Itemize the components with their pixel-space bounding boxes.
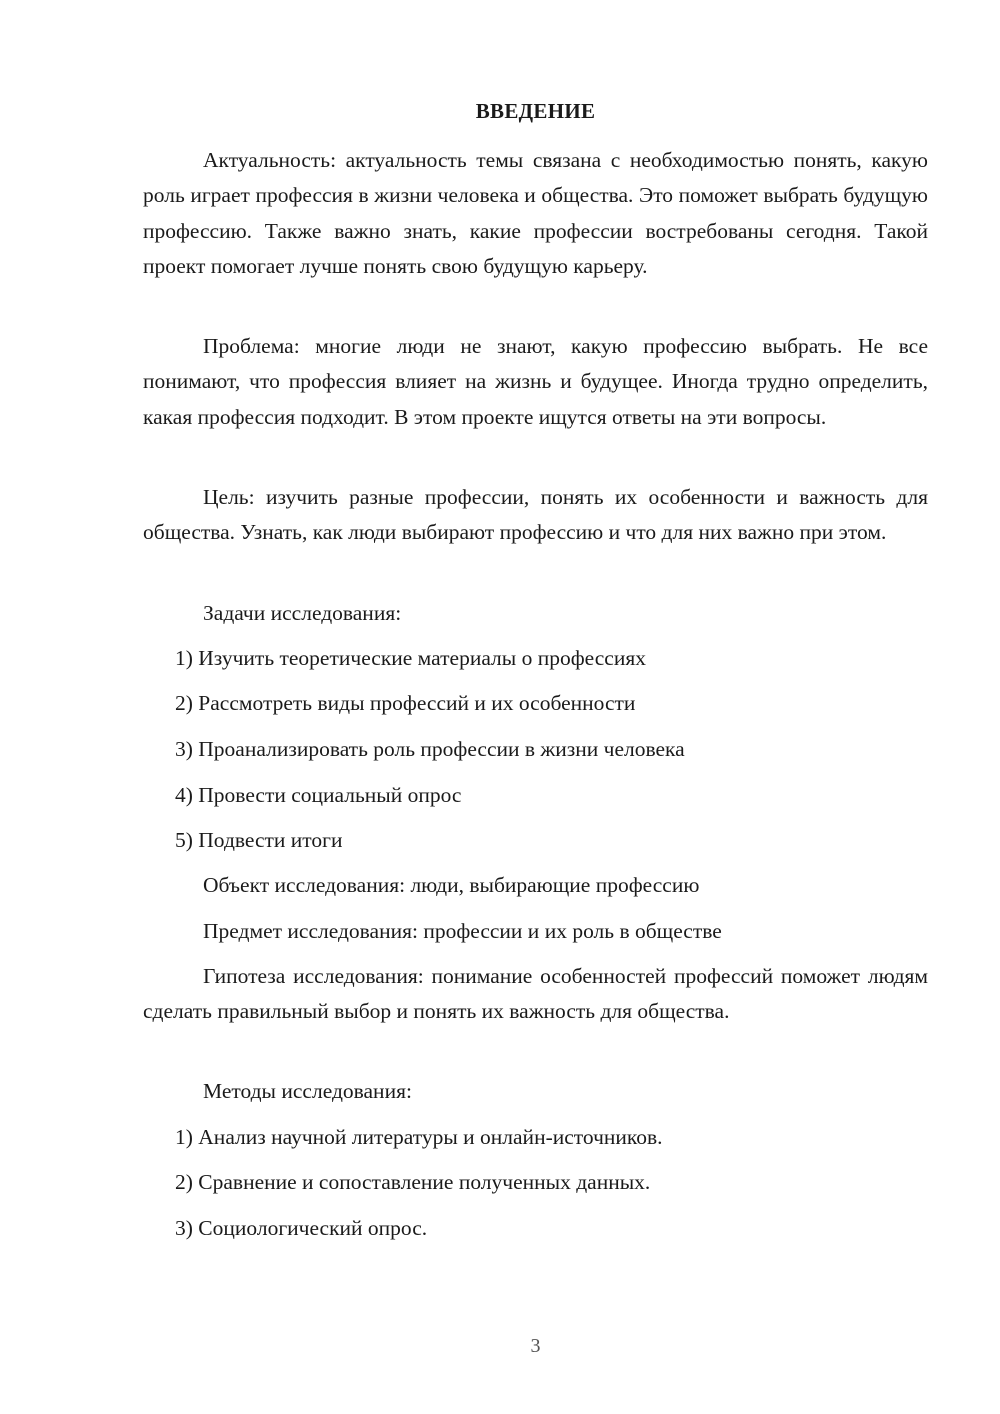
relevance-paragraph: Актуальность: актуальность темы связана с необходимостью понять, какую роль играет профессия в жизни человека и общества. Это поможет выбрать будущую профессию. Также важно знать, какие профессии востребованы сегодня. Такой проект помогает лучше понять свою будущую карьеру. <box>143 148 928 278</box>
problem-paragraph: Проблема: многие люди не знают, какую профессию выбрать. Не все понимают, что профессия влияет на жизнь и будущее. Иногда трудно определить, какая профессия подходит. В этом проекте ищутся ответы на эти вопросы. <box>143 334 928 429</box>
task-item-4: 4) Провести социальный опрос <box>175 783 462 807</box>
tasks-heading: Задачи исследования: <box>203 601 402 625</box>
document-page <box>143 0 928 1414</box>
subject-line: Предмет исследования: профессии и их роль в обществе <box>203 919 722 943</box>
page-number: 3 <box>530 1335 541 1357</box>
section-title: ВВЕДЕНИЕ <box>475 99 596 123</box>
task-item-2: 2) Рассмотреть виды профессий и их особенности <box>175 691 636 715</box>
method-item-3: 3) Социологический опрос. <box>175 1216 428 1240</box>
hypothesis-paragraph: Гипотеза исследования: понимание особенностей профессий поможет людям сделать правильный выбор и понять их важность для общества. <box>143 964 928 1024</box>
task-item-3: 3) Проанализировать роль профессии в жизни человека <box>175 737 685 761</box>
methods-heading: Методы исследования: <box>203 1079 412 1103</box>
object-line: Объект исследования: люди, выбирающие профессию <box>203 873 700 897</box>
method-item-2: 2) Сравнение и сопоставление полученных данных. <box>175 1170 651 1194</box>
task-item-5: 5) Подвести итоги <box>175 828 343 852</box>
goal-paragraph: Цель: изучить разные профессии, понять их особенности и важность для общества. Узнать, как люди выбирают профессию и что для них важно при этом. <box>143 485 928 545</box>
method-item-1: 1) Анализ научной литературы и онлайн-источников. <box>175 1125 663 1149</box>
task-item-1: 1) Изучить теоретические материалы о профессиях <box>175 646 646 670</box>
